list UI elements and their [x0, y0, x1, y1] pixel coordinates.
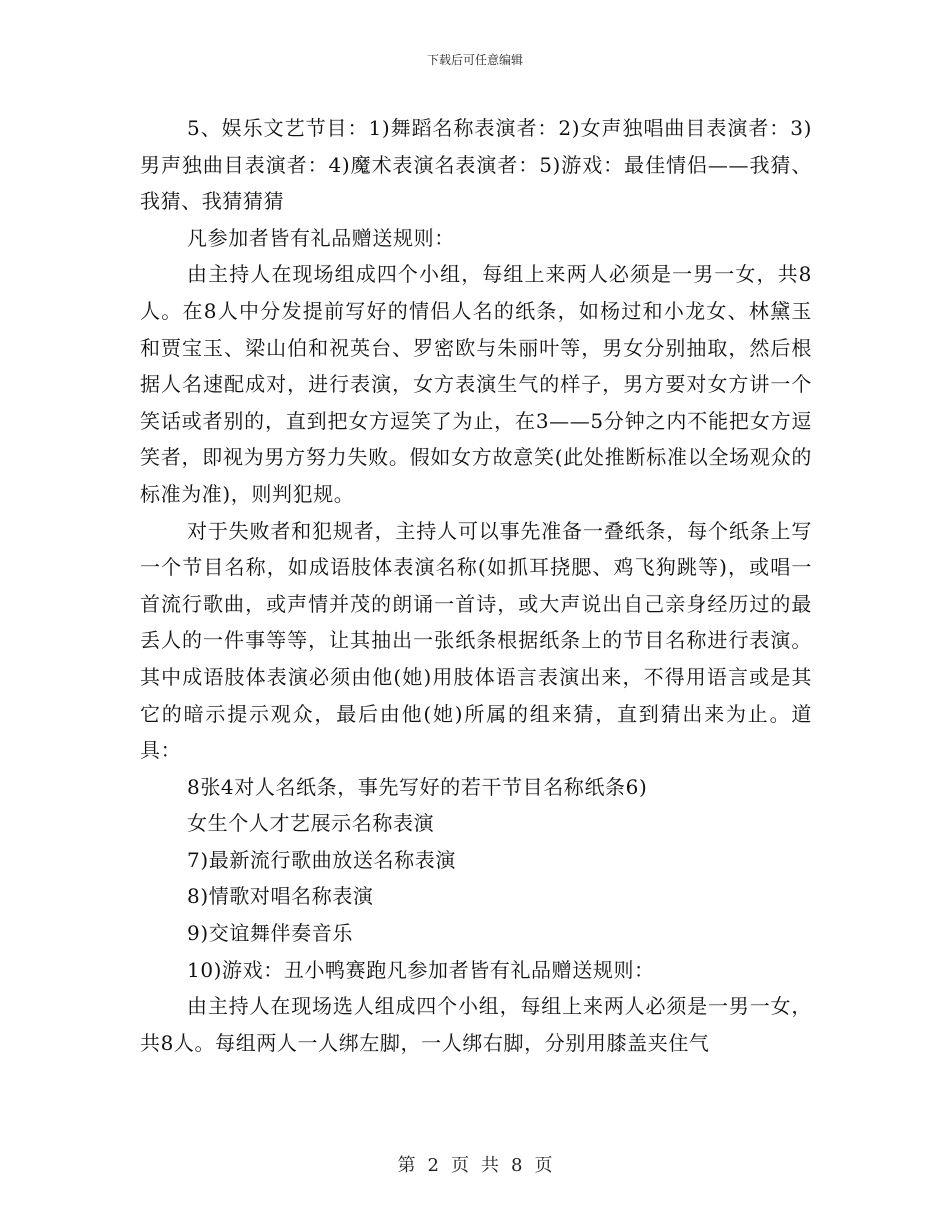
page-footer: [0, 1155, 950, 1177]
list-item-duckling-race: 10)游戏：丑小鸭赛跑凡参加者皆有礼品赠送规则：: [187, 957, 655, 982]
footer-page-word: 页: [451, 1155, 469, 1176]
paragraph-entertainment-program: 5、娱乐文艺节目：1)舞蹈名称表演者：2)女声独唱曲目表演者：3)男声独曲目表演者：4)魔术表演名表演者：5)游戏：最佳情侣——我猜、我猜、我猜猜猜: [140, 116, 812, 214]
document-body: [140, 110, 812, 1061]
paragraph-race-rules: 由主持人在现场选人组成四个小组，每组上来两人必须是一男一女，共8人。每组两人一人绑左脚，一人绑右脚，分别用膝盖夹住气: [140, 994, 812, 1055]
list-item-pop-songs: 7)最新流行歌曲放送名称表演: [187, 847, 456, 872]
paragraph-penalty-rules: 对于失败者和犯规者，主持人可以事先准备一叠纸条，每个纸条上写一个节目名称，如成语肢体表演名称(如抓耳挠腮、鸡飞狗跳等)，或唱一首流行歌曲，或声情并茂的朗诵一首诗，或大声说出自己亲身经历过的最丢人的一件事等等，让其抽出一张纸条根据纸条上的节目名称进行表演。其中成语肢体表演必须由他(她)用肢体语言表演出来，不得用语言或是其它的暗示提示观众，最后由他(她)所属的组来猜，直到猜出来为止。道具：: [140, 518, 812, 763]
total-page-count: 8: [511, 1155, 523, 1176]
footer-suffix: 页: [534, 1155, 553, 1176]
page-header-note: 下载后可任意编辑: [426, 53, 523, 67]
list-item-duet: 8)情歌对唱名称表演: [187, 884, 374, 909]
current-page-number: 2: [427, 1155, 439, 1176]
paragraph-rules-heading: 凡参加者皆有礼品赠送规则：: [187, 225, 455, 250]
footer-prefix: 第: [397, 1155, 416, 1176]
list-item-talent-show: 女生个人才艺展示名称表演: [187, 811, 435, 836]
paragraph-game-rules: 由主持人在现场组成四个小组，每组上来两人必须是一男一女，共8人。在8人中分发提前写好的情侣人名的纸条，如杨过和小龙女、林黛玉和贾宝玉、梁山伯和祝英台、罗密欧与朱丽叶等，男女分别抽取，然后根据人名速配成对，进行表演，女方表演生气的样子，男方要对女方讲一个笑话或者别的，直到把女方逗笑了为止，在3——5分钟之内不能把女方逗笑者，即视为男方努力失败。假如女方故意笑(此处推断标准以全场观众的标准为准)，则判犯规。: [140, 262, 812, 506]
list-item-dance-music: 9)交谊舞伴奏音乐: [187, 921, 353, 946]
footer-total-word: 共: [481, 1155, 499, 1176]
paragraph-props: 8张4对人名纸条，事先写好的若干节目名称纸条6): [187, 774, 648, 799]
